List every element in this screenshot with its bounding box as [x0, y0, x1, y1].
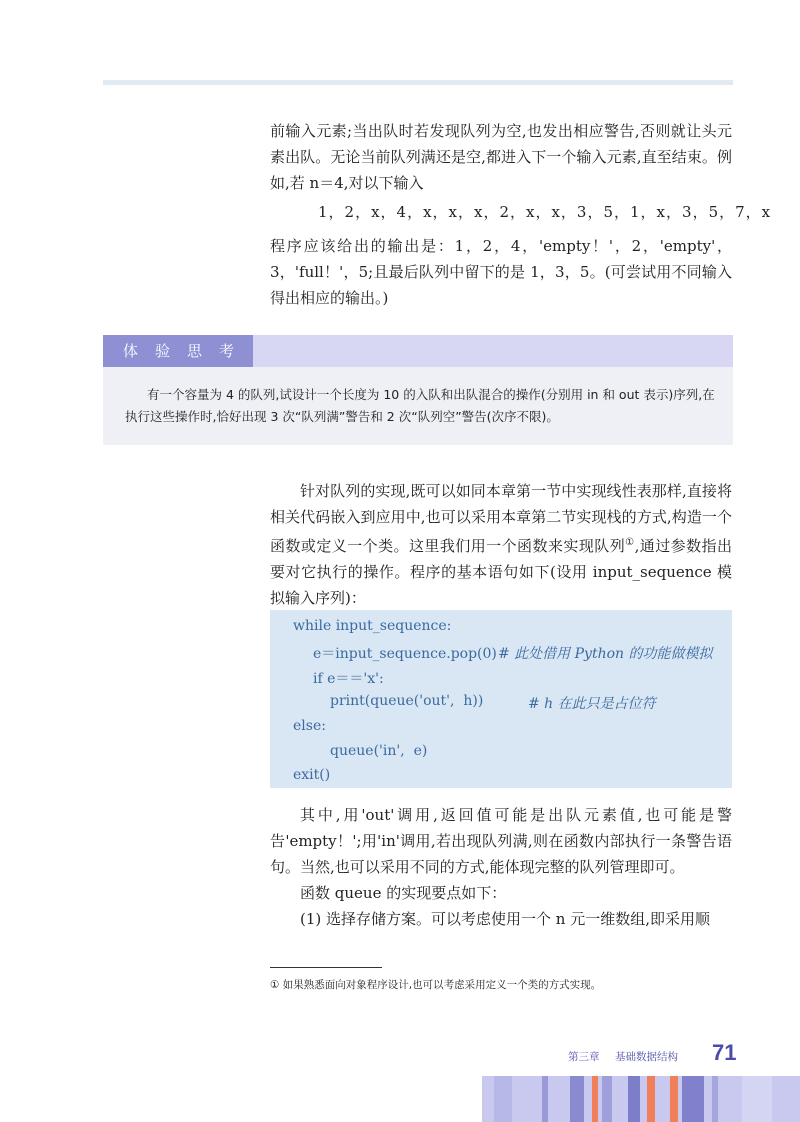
code-line-6: queue('in', e)	[330, 743, 428, 759]
footnote-marker: ①	[625, 537, 635, 548]
implementation-paragraph	[270, 478, 732, 611]
header-rule	[103, 80, 733, 85]
code-line-3: if e＝＝'x':	[313, 671, 384, 687]
example-input-sequence: 1，2，x，4，x，x，x，2，x，x，3，5，1，x，3，5，7，x	[318, 203, 772, 221]
code-comment-2: # h 在此只是占位符	[528, 696, 656, 712]
thinking-box-text: 有一个容量为 4 的队列,试设计一个长度为 10 的入队和出队混合的操作(分别用 in 和 out 表示)序列,在执行这些操作时,恰好出现 3 次“队列满”警告和 2 次“队列空”警告(次序不限)。	[125, 387, 715, 424]
thinking-box-header	[103, 335, 733, 367]
implementation-text-2: ,通过参数指出要对它执行的操作。程序的基本语句如下(设用 input_sequence 模拟输入序列)：	[270, 537, 732, 607]
code-line-2: e＝input_sequence.pop(0)	[313, 646, 497, 662]
code-line-7: exit()	[293, 767, 331, 783]
code-block	[270, 610, 732, 788]
footnote-divider	[270, 967, 382, 968]
page-number: 71	[712, 1040, 737, 1065]
footer-chapter: 第三章	[568, 1051, 600, 1063]
explanation-section	[270, 802, 732, 932]
footer-chapter-title: 基础数据结构	[615, 1051, 678, 1063]
footnote: ① 如果熟悉面向对象程序设计,也可以考虑采用定义一个类的方式实现。	[270, 979, 602, 991]
decorative-stripes	[482, 1076, 800, 1122]
code-line-1: while input_sequence:	[293, 618, 452, 634]
explanation-paragraph-3: (1) 选择存储方案。可以考虑使用一个 n 元一维数组,即采用顺	[300, 910, 710, 928]
code-comment-1: # 此处借用 Python 的功能做模拟	[498, 646, 713, 662]
thinking-box	[103, 367, 733, 445]
code-line-4: print(queue('out', h))	[330, 693, 484, 709]
thinking-box-label: 体验思考	[103, 335, 253, 367]
explanation-paragraph-1: 其中,用'out'调用,返回值可能是出队元素值,也可能是警告'empty！';用'in'调用,若出现队列满,则在函数内部执行一条警告语句。当然,也可以采用不同的方式,能体现完整的队列管理即可。	[270, 806, 732, 876]
code-line-5: else:	[293, 718, 326, 734]
intro-paragraph: 前输入元素;当出队时若发现队列为空,也发出相应警告,否则就让头元素出队。无论当前队列满还是空,都进入下一个输入元素,直至结束。例如,若 n＝4,对以下输入	[270, 122, 732, 192]
implementation-text-1: 针对队列的实现,既可以如同本章第一节中实现线性表那样,直接将相关代码嵌入到应用中,也可以采用本章第二节实现栈的方式,构造一个函数或定义一个类。这里我们用一个函数来实现队列	[270, 482, 732, 555]
explanation-paragraph-2: 函数 queue 的实现要点如下：	[300, 884, 507, 902]
output-paragraph: 程序应该给出的输出是：1，2，4，'empty！'，2，'empty'，3，'full！'，5;且最后队列中留下的是 1，3，5。(可尝试用不同输入得出相应的输出。)	[270, 237, 732, 307]
